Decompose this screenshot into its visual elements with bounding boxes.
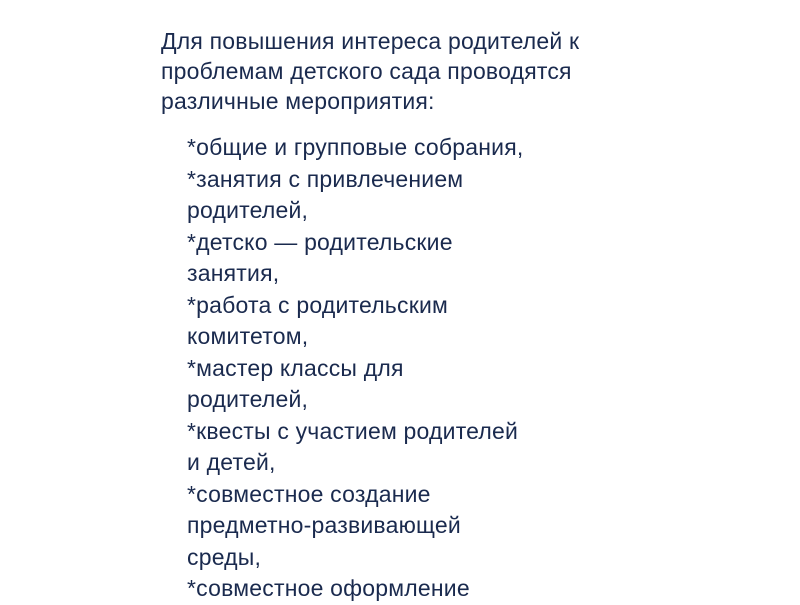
- list-line: *детско — родительские: [187, 228, 453, 255]
- list-line: *совместное оформление: [187, 575, 470, 601]
- list-line: и детей,: [187, 449, 276, 475]
- intro-line: Для повышения интереса родителей к: [161, 28, 580, 54]
- list-line: *мастер классы для: [187, 354, 404, 381]
- intro-paragraph: [161, 26, 721, 116]
- list-line: *совместное создание: [187, 480, 431, 507]
- list-line: *квесты с участием родителей: [187, 417, 519, 444]
- activities-list: [187, 132, 667, 605]
- list-line: *общие и групповые собрания,: [187, 134, 524, 160]
- list-line: родителей,: [187, 386, 309, 412]
- list-line: среды,: [187, 543, 262, 570]
- list-line: предметно-развивающей: [187, 512, 461, 538]
- list-line: *работа с родительским: [187, 291, 449, 318]
- intro-line: проблемам детского сада проводятся: [161, 58, 572, 84]
- list-line: комитетом,: [187, 323, 309, 349]
- list-line: занятия,: [187, 260, 280, 286]
- list-line: *занятия с привлечением: [187, 165, 464, 192]
- intro-line: различные мероприятия:: [161, 88, 435, 114]
- list-line: родителей,: [187, 197, 309, 223]
